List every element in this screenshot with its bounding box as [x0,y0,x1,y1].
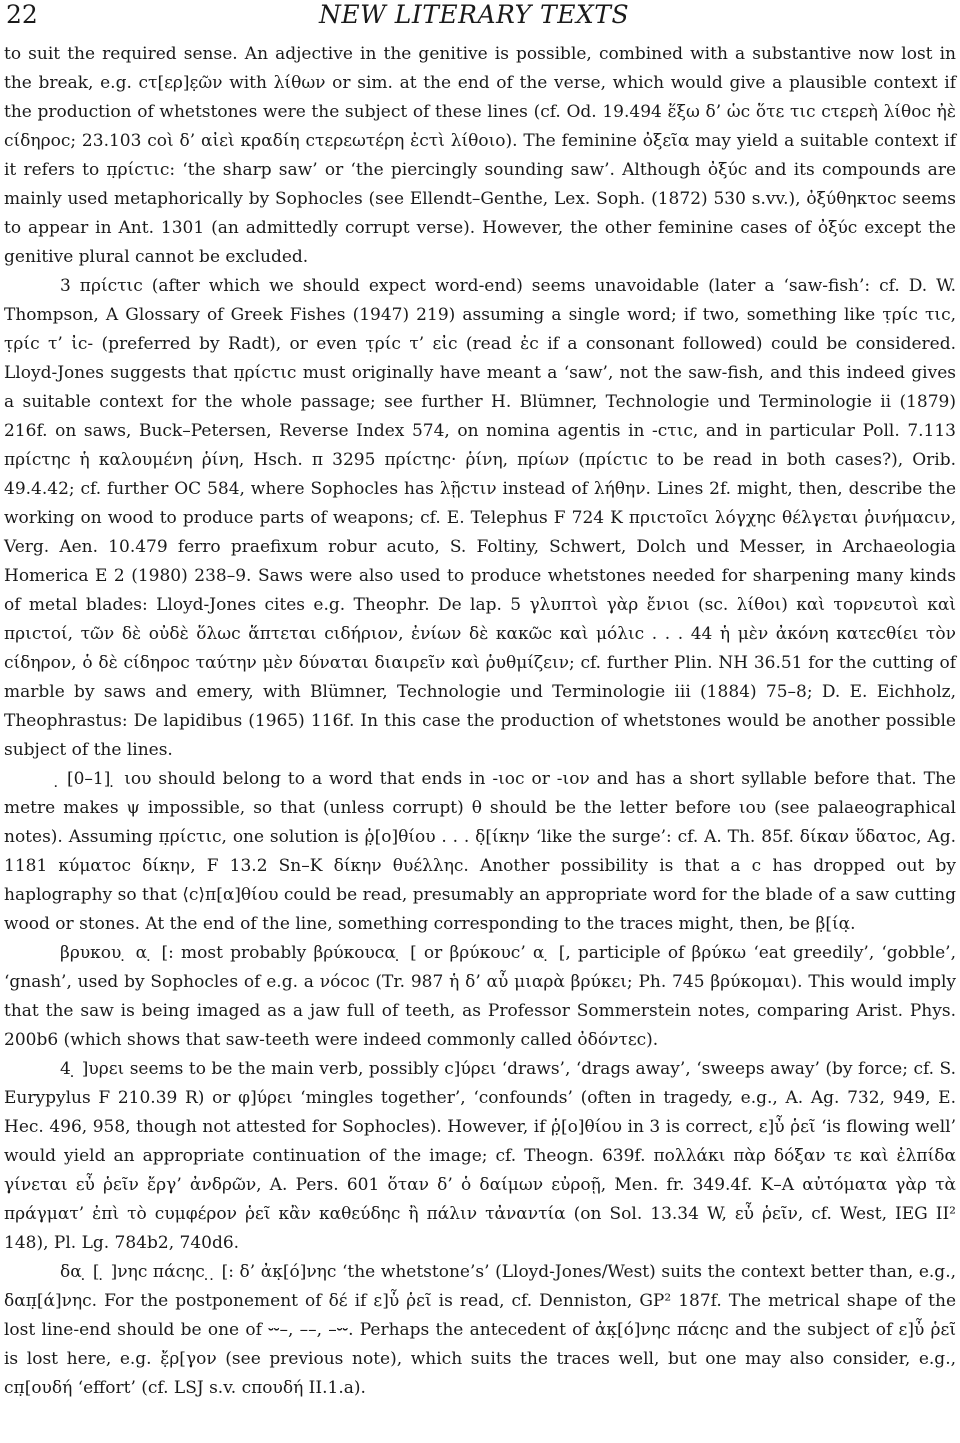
paragraph-2: 3 πρίϲτιϲ (after which we should expect word-end) seems unavoidable (later a ‘saw-fish’: cf. D. W. Thompson, A Glossary of Greek Fishes (1947) 219) assuming a single word; if two, something like τ̣ρίϲ τιϲ, τ̣ρίϲ τ’ ἰϲ- (preferred by Radt), or even τ̣ρίϲ τ’ εἰϲ (read ἐϲ if a consonant followed) could be considered. Lloyd-Jones suggests that π̣ρίϲτιϲ must originally have meant a ‘saw’, not the saw-fish, and this indeed gives a suitable context for the whole passage; see further H. Blümner, Technologie und Terminologie ii (1879) 216f. on saws, Buck–Petersen, Reverse Index 574, on nomina agentis in -ϲτιϲ, and in particular Poll. 7.113 πρίϲτηϲ ἡ καλουμένη ῥίνη, Hsch. π 3295 πρίϲτηϲ· ῥίνη, πρίων (πρίϲτιϲ to be read in both cases?), Orib. 49.4.42; cf. further OC 584, where Sophocles has λῇϲτιν instead of λήθην. Lines 2f. might, then, describe the working on wood to produce parts of weapons; cf. E. Telephus F 724 K πριϲτοῖϲι λόγχηϲ θέλγεται ῥινήμαϲιν, Verg. Aen. 10.479 ferro praefixum robur acuto, S. Foltiny, Schwert, Dolch und Messer, in Archaeologia Homerica E 2 (1980) 238–9. Saws were also used to produce whetstones needed for sharpening many kinds of metal blades: Lloyd-Jones cites e.g. Theophr. De lap. 5 γλυπτοὶ γὰρ ἔνιοι (sc. λίθοι) καὶ τορνευτοὶ καὶ πριϲτοί, τῶν δὲ οὐδὲ ὅλωϲ ἅπτεται ϲιδήριον, ἐνίων δὲ κακῶϲ καὶ μόλιϲ . . . 44 ἡ μὲν ἀκόνη κατεϲθίει τὸν ϲίδηρον, ὁ δὲ ϲίδηροϲ ταύτην μὲν δύναται διαιρεῖν καὶ ῥυθμίζειν; cf. further Plin. NH 36.51 for the cutting of marble by saws and emery, with Blümner, Technologie und Terminologie iii (1884) 75–8; D. E. Eichholz, Theophrastus: De lapidibus (1965) 116f. In this case the production of whetstones would be another possible subject of the lines. [4,276,956,760]
page-number: 22 [6,0,38,29]
page-header [4,0,956,36]
paragraph-4: βρυκου ̣ α ̣ [: most probably βρύκουϲα ̣ [ or βρύκουϲ’ α ̣ [, participle of βρύκω ‘eat greedily’, ‘gobble’, ‘gnash’, used by Sophocles of e.g. a νόϲοϲ (Tr. 987 ἡ δ’ αὖ μιαρὰ βρύκει; Ph. 745 βρύκομαι). This would imply that the saw is being imaged as a jaw full of teeth, as Professor Sommerstein notes, comparing Arist. Phys. 200b6 (which shows that saw-teeth were indeed commonly called ὀδόντεϲ). [4,943,956,1050]
paragraph-1: to suit the required sense. An adjective in the genitive is possible, combined with a substantive now lost in the break, e.g. ϲτ[ερ]ε̣ῶν with λίθων or sim. at the end of the verse, which would give a plausible context if the production of whetstones were the subject of these lines (cf. Od. 19.494 ἕξω δ’ ὡϲ ὅτε τιϲ ϲτερεὴ λίθοϲ ἠὲ ϲίδηροϲ; 23.103 ϲοὶ δ’ αἰεὶ κραδίη ϲτερεωτέρη ἐϲτὶ λίθοιο). The feminine ὀξεῖα may yield a suitable context if it refers to π̣ρίϲτιϲ: ‘the sharp saw’ or ‘the piercingly sounding saw’. Although ὀξύϲ and its compounds are mainly used metaphorically by Sophocles (see Ellendt–Genthe, Lex. Soph. (1872) 530 s.vv.), ὀξύθηκτοϲ seems to appear in Ant. 1301 (an admittedly corrupt verse). However, the other feminine cases of ὀξύϲ except the genitive plural cannot be excluded. [4,44,956,267]
paragraph-6: δα ̣ [ ̣ ]νηϲ πάϲηϲ ̣ ̣ [: δ’ ἀκ̣[ό]νηϲ ‘the whetstone’s’ (Lloyd-Jones/West) suits the context better than, e.g., δαπ̣[ά]νηϲ. For the postponement of δέ if ε]ὖ ῥεῖ is read, cf. Denniston, GP² 187f. The metrical shape of the lost line-end should be one of ⏑⏑–, ––, –⏑⏑. Perhaps the antecedent of ἀκ̣[ό]νηϲ πάϲηϲ and the subject of ε]ὖ ῥεῖ is lost here, e.g. ἔ̣ρ[γον (see previous note), which suits the traces well, but one may also consider, e.g., ϲπ̣[ουδή ‘effort’ (cf. LSJ s.v. ϲπουδή II.1.a). [4,1262,956,1398]
running-head: NEW LITERARY TEXTS [319,0,630,29]
paragraph-5: 4 ̣ ]υρει seems to be the main verb, possibly ϲ]ύρει ‘draws’, ‘drags away’, ‘sweeps away’ (by force; cf. S. Eurypylus F 210.39 R) or φ]ύρει ‘mingles together’, ‘confounds’ (often in tragedy, e.g., A. Ag. 732, 949, E. Hec. 496, 958, though not attested for Sophocles). However, if ῥ̣[ο]θίου in 3 is correct, ε]ὖ ῥεῖ ‘is flowing well’ would yield an appropriate continuation of the image; cf. Theogn. 639f. πολλάκι πὰρ δόξαν τε καὶ ἐλπίδα γίνεται εὖ ῥεῖν ἔργ’ ἀνδρῶν, A. Pers. 601 ὅταν δ’ ὁ δαίμων εὐροῇ, Men. fr. 349.4f. K–A αὐτόματα γὰρ τὰ πράγματ’ ἐπὶ τὸ ϲυμφέρον ῥεῖ κἂν καθεύδηϲ ἢ πάλιν τἀναντία (on Sol. 13.34 W, εὖ ῥεῖν, cf. West, IEG II² 148), Pl. Lg. 784b2, 740d6. [4,1059,956,1253]
paragraph-3: ̣ [0–1] ̣ ιου should belong to a word that ends in -ιοϲ or -ιον and has a short syllable before that. The metre makes ψ impossible, so that (unless corrupt) θ should be the letter before ιου (see palaeographical notes). Assuming π̣ρίϲτιϲ, one solution is ῥ̣[ο]θίου . . . δ̣[ίκην ‘like the surge’: cf. A. Th. 85f. δίκαν ὕδατοϲ, Ag. 1181 κύματοϲ δίκην, F 13.2 Sn–K δίκην θυέλληϲ. Another possibility is that a ϲ has dropped out by haplography so that ⟨ϲ⟩π[α]θίου could be read, presumably an appropriate word for the blade of a saw cutting wood or stones. At the end of the line, something corresponding to the traces might, then, be β̣[ία̣. [4,769,956,934]
commentary-body [4,40,956,1403]
